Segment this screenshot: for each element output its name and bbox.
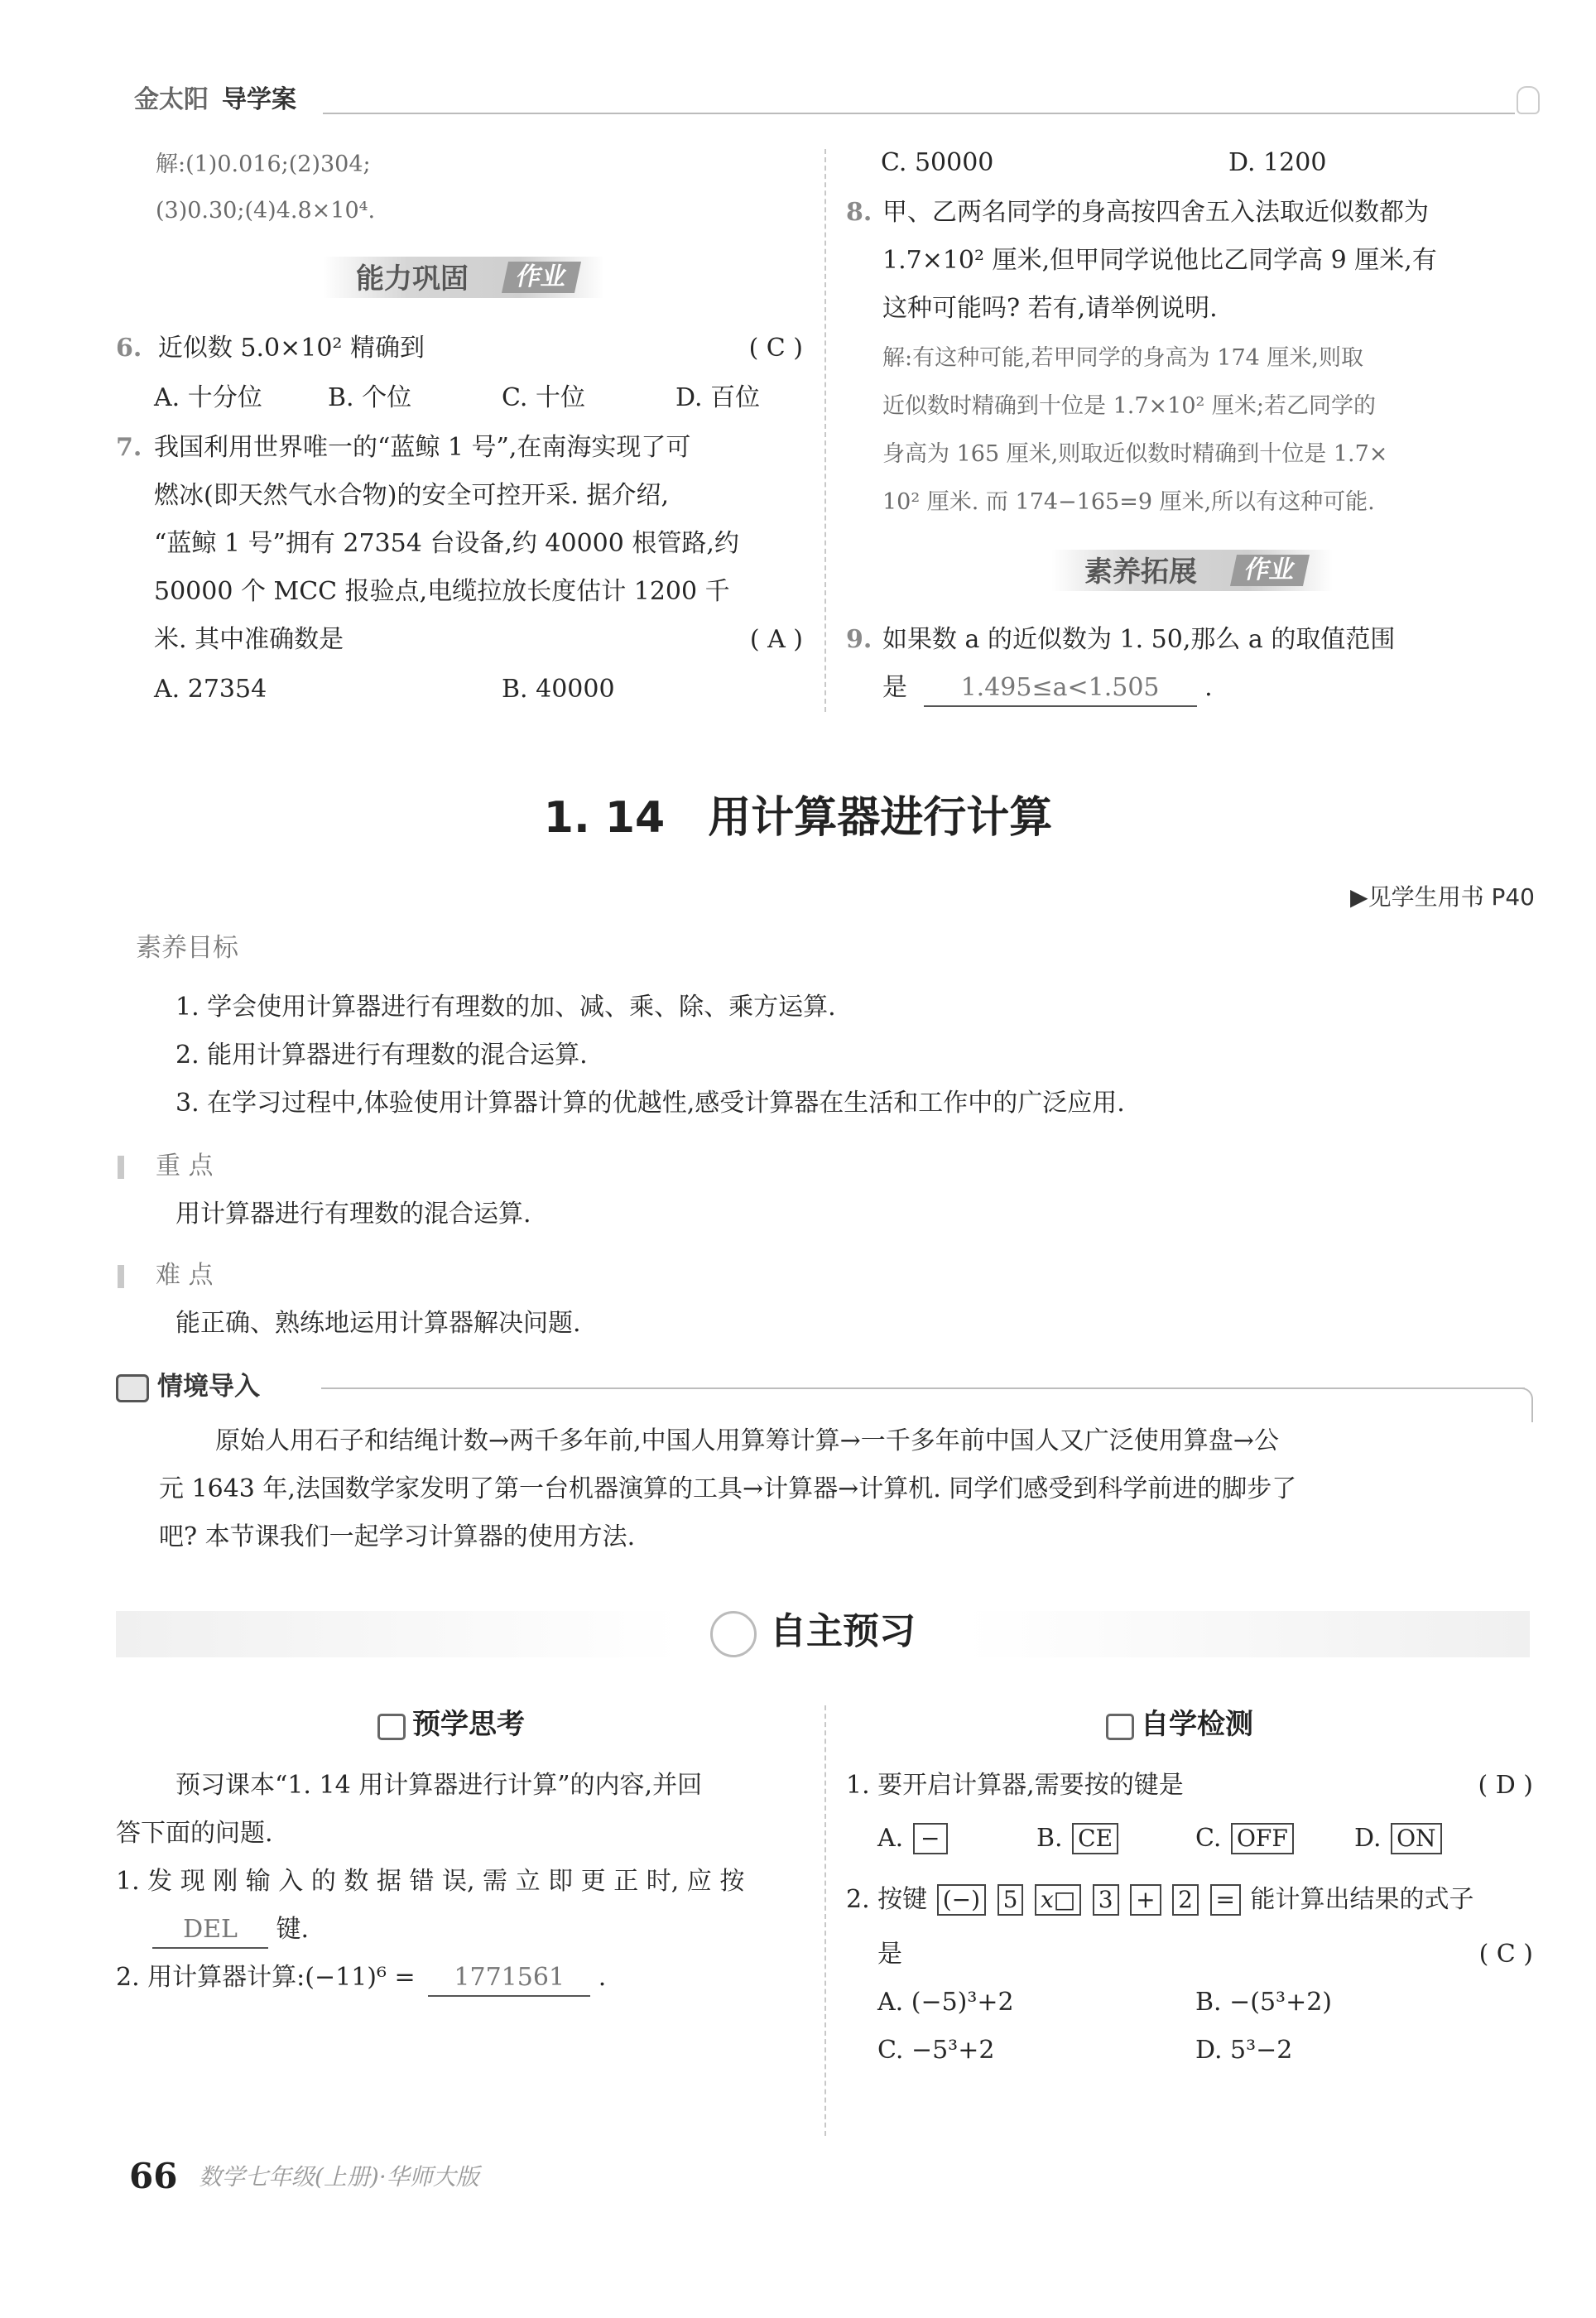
preview-line: 答下面的问题. bbox=[116, 1819, 273, 1848]
think-icon bbox=[377, 1714, 406, 1740]
option: D. 1200 bbox=[1228, 148, 1327, 177]
preview-title: 自主预习 bbox=[770, 1610, 916, 1652]
question-text: . bbox=[1204, 673, 1213, 702]
question-text: 近似数 5.0×10² 精确到 bbox=[157, 334, 425, 363]
bulb-icon bbox=[1517, 86, 1540, 114]
intro-line: 元 1643 年,法国数学家发明了第一台机器演算的工具→计算器→计算机. 同学们感受到科学前进的脚步了 bbox=[159, 1474, 1297, 1503]
check-q1 bbox=[846, 1768, 1533, 1803]
question-line: 如果数 a 的近似数为 1. 50,那么 a 的取值范围 bbox=[882, 625, 1396, 654]
question-text: 2. 按键 bbox=[846, 1885, 928, 1914]
question-line: “蓝鲸 1 号”拥有 27354 台设备,约 40000 根管路,约 bbox=[154, 529, 739, 558]
question-line: 50000 个 MCC 报验点,电缆拉放长度估计 1200 千 bbox=[154, 577, 730, 606]
question-line: 1.7×10² 厘米,但甲同学说他比乙同学高 9 厘米,有 bbox=[882, 246, 1437, 275]
question-line: 甲、乙两名同学的身高按四舍五入法取近似数都为 bbox=[882, 198, 1429, 227]
goal-item: 1. 学会使用计算器进行有理数的加、减、乘、除、乘方运算. bbox=[175, 993, 836, 1022]
preview-q1-answer-line bbox=[152, 1912, 309, 1949]
section-banner-ability bbox=[323, 257, 604, 298]
difficulty-label: 难 点 bbox=[156, 1261, 214, 1290]
question-text: 2. 用计算器计算:(−11)⁶ = bbox=[116, 1963, 416, 1992]
minus-key: − bbox=[913, 1823, 948, 1854]
option: A. (−5)³+2 bbox=[877, 1988, 1014, 2017]
series-name: 导学案 bbox=[222, 85, 296, 114]
preview-q2-line bbox=[116, 1960, 606, 1997]
header-rule bbox=[323, 113, 1515, 114]
question-line-2 bbox=[882, 671, 1213, 707]
page-number: 66 bbox=[129, 2156, 178, 2196]
solution-line: (3)0.30;(4)4.8×10⁴. bbox=[156, 198, 376, 224]
question-line: 米. 其中准确数是 bbox=[154, 625, 344, 654]
intro-line: 原始人用石子和结绳计数→两千多年前,中国人用算筹计算→一千多年前中国人又广泛使用算盘→公 bbox=[215, 1426, 1279, 1455]
solution-line: 身高为 165 厘米,则取近似数时精确到十位是 1.7× bbox=[882, 441, 1388, 467]
question-6 bbox=[116, 331, 803, 366]
solution-line: 解:有这种可能,若甲同学的身高为 174 厘米,则取 bbox=[882, 345, 1363, 371]
column-divider bbox=[824, 1705, 826, 2136]
option: B. 个位 bbox=[328, 383, 412, 412]
question-text: 能计算出结果的式子 bbox=[1250, 1885, 1474, 1914]
answer-blank: 1771561 bbox=[428, 1960, 590, 1997]
banner-title: 能力巩固 bbox=[356, 262, 469, 296]
goal-item: 2. 能用计算器进行有理数的混合运算. bbox=[175, 1041, 588, 1070]
option: A. 十分位 bbox=[154, 383, 262, 412]
question-text: . bbox=[598, 1963, 607, 1992]
section-title: 1. 14 用计算器进行计算 bbox=[543, 793, 1053, 843]
option: A. 27354 bbox=[154, 675, 267, 704]
question-text: 是 bbox=[882, 673, 907, 702]
check-q2 bbox=[846, 1883, 1533, 1917]
option: C. −5³+2 bbox=[877, 2036, 995, 2065]
question-number: 6. bbox=[116, 334, 142, 363]
off-key: OFF bbox=[1231, 1823, 1294, 1854]
plus-key: + bbox=[1130, 1884, 1161, 1916]
option bbox=[877, 1821, 949, 1856]
question-line: 这种可能吗? 若有,请举例说明. bbox=[882, 294, 1218, 323]
student-book-reference: ▶见学生用书 P40 bbox=[1350, 883, 1535, 911]
option: C. 十位 bbox=[502, 383, 585, 412]
banner-tag: 作业 bbox=[1230, 555, 1310, 586]
option: B. −(5³+2) bbox=[1195, 1988, 1332, 2017]
equals-key: = bbox=[1210, 1884, 1241, 1916]
key-point-label: 重 点 bbox=[156, 1152, 214, 1181]
scene-icon bbox=[116, 1374, 149, 1402]
bar-marker-icon bbox=[118, 1156, 124, 1179]
option: D. 5³−2 bbox=[1195, 2036, 1293, 2065]
bar-marker-icon bbox=[118, 1265, 124, 1288]
power-key: x□ bbox=[1035, 1884, 1081, 1916]
option bbox=[1036, 1821, 1120, 1856]
difficulty-text: 能正确、熟练地运用计算器解决问题. bbox=[175, 1309, 581, 1338]
option bbox=[1354, 1821, 1444, 1856]
intro-label: 情境导入 bbox=[157, 1372, 260, 1402]
question-text: 键. bbox=[276, 1915, 310, 1944]
solution-line: 近似数时精确到十位是 1.7×10² 厘米;若乙同学的 bbox=[882, 393, 1377, 419]
section-banner-extension bbox=[1051, 550, 1333, 591]
question-number: 7. bbox=[116, 433, 142, 462]
answer-blank: DEL bbox=[152, 1912, 268, 1949]
banner-title: 素养拓展 bbox=[1084, 555, 1197, 589]
question-text: 1. 要开启计算器,需要按的键是 bbox=[846, 1771, 1184, 1800]
answer-blank: 1.495≤a<1.505 bbox=[924, 671, 1197, 707]
column-divider bbox=[824, 149, 826, 712]
option-letter: B. bbox=[1036, 1824, 1063, 1853]
preview-icon bbox=[710, 1611, 757, 1657]
left-heading: 预学思考 bbox=[412, 1708, 525, 1741]
answer-choice: ( D ) bbox=[1478, 1771, 1533, 1800]
question-number: 9. bbox=[846, 625, 873, 654]
option-letter: D. bbox=[1354, 1824, 1382, 1853]
question-line: 燃冰(即天然气水合物)的安全可控开采. 据介绍, bbox=[154, 481, 670, 510]
digit-2-key: 2 bbox=[1172, 1884, 1199, 1916]
check-icon bbox=[1106, 1714, 1134, 1740]
digit-3-key: 3 bbox=[1093, 1884, 1119, 1916]
intro-line: 吧? 本节课我们一起学习计算器的使用方法. bbox=[159, 1522, 636, 1551]
solution-line: 10² 厘米. 而 174−165=9 厘米,所以有这种可能. bbox=[882, 489, 1375, 515]
book-title: 数学七年级(上册)·华师大版 bbox=[199, 2163, 479, 2191]
on-key: ON bbox=[1391, 1823, 1441, 1854]
key-point-text: 用计算器进行有理数的混合运算. bbox=[175, 1200, 531, 1229]
banner-tag: 作业 bbox=[502, 262, 581, 293]
option bbox=[1195, 1821, 1296, 1856]
question-text: 是 bbox=[877, 1940, 902, 1969]
digit-5-key: 5 bbox=[997, 1884, 1024, 1916]
option-letter: A. bbox=[877, 1824, 904, 1853]
brand-name: 金太阳 bbox=[134, 85, 209, 114]
page-header bbox=[116, 83, 1523, 124]
right-heading: 自学检测 bbox=[1141, 1708, 1253, 1741]
check-q2-line2 bbox=[877, 1937, 1533, 1972]
option-letter: C. bbox=[1195, 1824, 1222, 1853]
ce-key: CE bbox=[1072, 1823, 1118, 1854]
question-line: 我国利用世界唯一的“蓝鲸 1 号”,在南海实现了可 bbox=[154, 433, 691, 462]
goals-label: 素养目标 bbox=[136, 933, 238, 963]
answer-choice: ( C ) bbox=[1478, 1940, 1533, 1969]
goal-item: 3. 在学习过程中,体验使用计算器计算的优越性,感受计算器在生活和工作中的广泛应用. bbox=[175, 1089, 1125, 1118]
option: B. 40000 bbox=[502, 675, 615, 704]
intro-rule-end bbox=[1521, 1387, 1533, 1422]
preview-q1-line: 1. 发 现 刚 输 入 的 数 据 错 误, 需 立 即 更 正 时, 应 按 bbox=[116, 1867, 745, 1896]
answer-choice: ( A ) bbox=[749, 625, 803, 654]
negative-key: (−) bbox=[937, 1884, 986, 1916]
solution-line: 解:(1)0.016;(2)304; bbox=[156, 151, 371, 177]
question-number: 8. bbox=[846, 198, 873, 227]
intro-rule bbox=[321, 1387, 1525, 1389]
option: D. 百位 bbox=[675, 383, 761, 412]
option: C. 50000 bbox=[881, 148, 994, 177]
preview-line: 预习课本“1. 14 用计算器进行计算”的内容,并回 bbox=[175, 1771, 703, 1800]
answer-choice: ( C ) bbox=[748, 334, 803, 363]
